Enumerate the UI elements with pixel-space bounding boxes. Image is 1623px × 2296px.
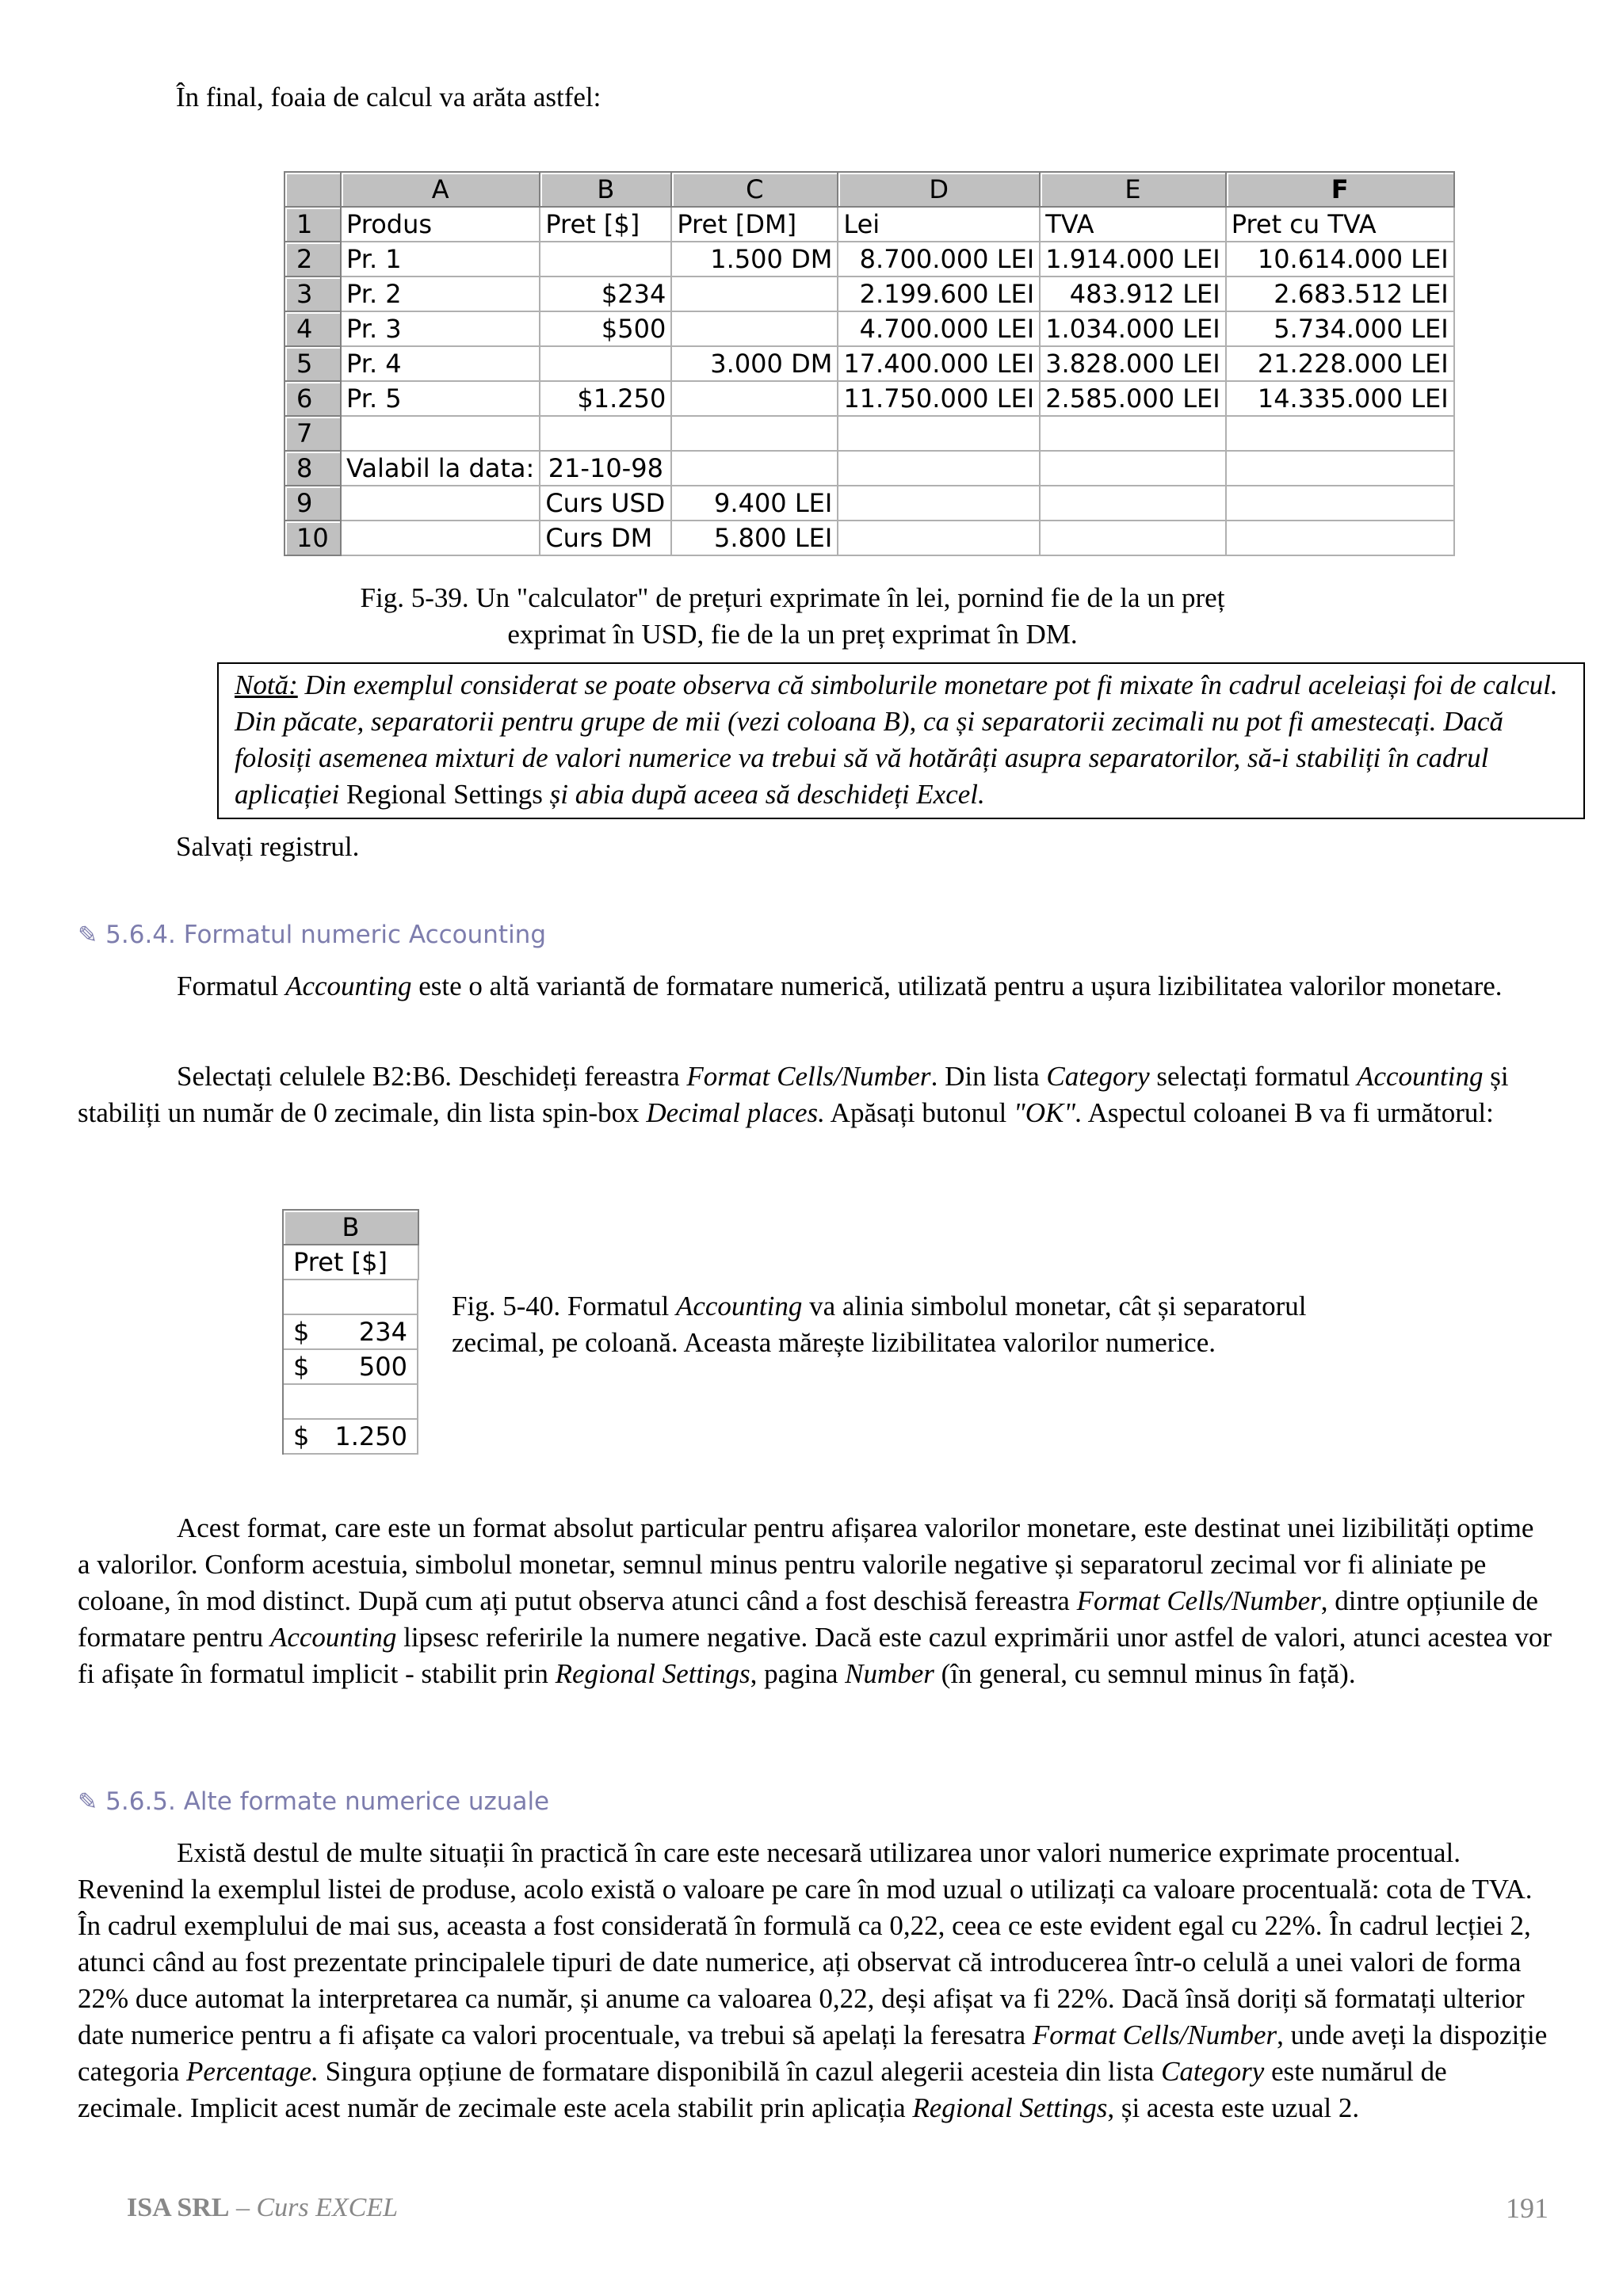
table-row	[285, 416, 1454, 451]
currency-symbol: $	[293, 1352, 310, 1382]
cell-c6[interactable]	[671, 381, 838, 416]
cell-a5[interactable]: Pr. 4	[341, 346, 540, 381]
cell-b4[interactable]: $500	[540, 311, 671, 346]
cell-c3[interactable]	[671, 277, 838, 311]
paragraph-accounting-details	[78, 1510, 1552, 1692]
column-header-b[interactable]: B	[540, 173, 671, 207]
cell-c8[interactable]	[671, 451, 838, 486]
spreadsheet-fig-5-40	[282, 1209, 419, 1455]
cell-b1[interactable]: Pret [$]	[540, 207, 671, 242]
text-run: este o altă variantă de formatare numerică, utilizată pentru a ușura lizibilitatea valorilor monetare.	[411, 971, 1503, 1001]
table-row	[284, 1385, 418, 1420]
text-run: Decimal places.	[646, 1097, 825, 1128]
cell-f1[interactable]: Pret cu TVA	[1226, 207, 1454, 242]
table-row	[285, 486, 1454, 521]
cell-f3[interactable]: 2.683.512 LEI	[1226, 277, 1454, 311]
row-header[interactable]: 5	[285, 346, 341, 381]
figure-caption-5-39	[238, 580, 1347, 653]
cell-d1[interactable]: Lei	[838, 207, 1040, 242]
accounting-cell[interactable]	[284, 1280, 418, 1315]
text-run: Singura opțiune de formatare disponibilă în cazul alegerii acesteia din lista	[318, 2056, 1162, 2087]
cell-f6[interactable]: 14.335.000 LEI	[1226, 381, 1454, 416]
text-run: Accounting	[675, 1291, 803, 1322]
text-run: , dintre opțiunile de formatare pentru	[78, 1585, 1538, 1653]
table-row	[284, 1315, 418, 1350]
note-text-2: și abia după aceea să deschideți Excel.	[542, 779, 985, 810]
column-header-b[interactable]: B	[284, 1211, 418, 1245]
text-run: selectați formatul	[1149, 1061, 1358, 1092]
cell-f8[interactable]	[1226, 451, 1454, 486]
intro-text: În final, foaia de calcul va arăta astfel:	[176, 82, 601, 113]
table-row	[285, 242, 1454, 277]
row-header[interactable]: 1	[285, 207, 341, 242]
cell-e9[interactable]	[1040, 486, 1226, 521]
cell-f5[interactable]: 21.228.000 LEI	[1226, 346, 1454, 381]
paragraph-accounting-steps	[78, 1058, 1552, 1131]
cell-c2[interactable]: 1.500 DM	[671, 242, 838, 277]
text-run: și stabiliți un număr de 0 zecimale, din lista spin-box	[78, 1061, 1509, 1128]
cell-a2[interactable]: Pr. 1	[341, 242, 540, 277]
note-box	[217, 662, 1585, 819]
cell-e6[interactable]: 2.585.000 LEI	[1040, 381, 1226, 416]
text-run: Există destul de multe situații în practică în care este necesară utilizarea unor valori numerice exprimate procentual. Revenind la exemplul listei de produse, acolo există o valoare pe care în mod uzual o utilizați ca valoare procentuală: cota de TVA. În cadrul exemplului de mai sus, aceasta a fost considerată în formulă ca 0,22, ceea ce este evident egal cu 22%. În cadrul lecției 2, atunci când au fost prezentate principalele tipuri de date numerice, ați observat că introducerea într-o celulă a unei valori de forma 22% duce automat la interpretarea ca număr, și anume ca valoarea 0,22, deși afișat va fi 22%. Dacă însă doriți să formatați ulterior date numerice pentru a fi afișate ca valori procentuale, va trebui să apelați la feresatra	[78, 1837, 1533, 2050]
text-run: Format Cells/Number	[1076, 1585, 1321, 1616]
cell-c4[interactable]	[671, 311, 838, 346]
cell-d4[interactable]: 4.700.000 LEI	[838, 311, 1040, 346]
text-run: Acest format, care este un format absolut particular pentru afișarea valorilor monetare, este destinat unei lizibilități optime a valorilor. Conform acestuia, simbolul monetar, semnul minus pentru valorile negative și separatorul zecimal vor fi aliniate pe coloane, în mod distinct. După cum ați putut observa atunci când a fost deschisă fereastra	[78, 1512, 1534, 1616]
footer-separator: –	[229, 2193, 257, 2222]
caption-line-1	[452, 1288, 1482, 1325]
row-header[interactable]: 8	[285, 451, 341, 486]
cell-e1[interactable]: TVA	[1040, 207, 1226, 242]
text-run: , unde aveți la dispoziție categoria	[78, 2019, 1548, 2087]
text-run: Aspectul coloanei B va fi următorul:	[1082, 1097, 1494, 1128]
table-row	[285, 381, 1454, 416]
cell-e7[interactable]	[1040, 416, 1226, 451]
footer-course: Curs EXCEL	[256, 2193, 399, 2222]
cell-f9[interactable]	[1226, 486, 1454, 521]
table-row	[285, 311, 1454, 346]
column-header-d[interactable]: D	[838, 173, 1040, 207]
cell-f2[interactable]: 10.614.000 LEI	[1226, 242, 1454, 277]
table-row	[285, 521, 1454, 555]
spreadsheet-table	[285, 173, 1455, 556]
cell-b9[interactable]: Curs USD	[540, 486, 671, 521]
currency-symbol: $	[293, 1317, 310, 1347]
text-run: Accounting	[1357, 1061, 1484, 1092]
table-row	[285, 346, 1454, 381]
cell-d3[interactable]: 2.199.600 LEI	[838, 277, 1040, 311]
cell-c5[interactable]: 3.000 DM	[671, 346, 838, 381]
cell-b5[interactable]	[540, 346, 671, 381]
text-run: Accounting	[269, 1622, 397, 1653]
spreadsheet-fig-5-39	[284, 171, 1455, 556]
text-run: , și acesta este uzual 2.	[1107, 2092, 1360, 2123]
cell-e5[interactable]: 3.828.000 LEI	[1040, 346, 1226, 381]
select-all-corner[interactable]	[285, 173, 341, 207]
cell-e2[interactable]: 1.914.000 LEI	[1040, 242, 1226, 277]
text-run: "OK".	[1014, 1097, 1083, 1128]
column-header-c[interactable]: C	[671, 173, 838, 207]
cell-header[interactable]: Pret [$]	[284, 1245, 418, 1280]
cell-d7[interactable]	[838, 416, 1040, 451]
cell-value: 1.250	[334, 1421, 407, 1451]
cell-b3[interactable]: $234	[540, 277, 671, 311]
text-run: Apăsați butonul	[824, 1097, 1014, 1128]
cell-b8[interactable]: 21-10-98	[540, 451, 671, 486]
cell-c9[interactable]: 9.400 LEI	[671, 486, 838, 521]
save-text: Salvați registrul.	[176, 831, 360, 862]
cell-a8[interactable]: Valabil la data:	[341, 451, 540, 486]
cell-e10[interactable]	[1040, 521, 1226, 555]
text-run: Regional Settings	[912, 2092, 1108, 2123]
cell-d9[interactable]	[838, 486, 1040, 521]
row-header[interactable]: 3	[285, 277, 341, 311]
cell-c1[interactable]: Pret [DM]	[671, 207, 838, 242]
cell-e8[interactable]	[1040, 451, 1226, 486]
cell-a3[interactable]: Pr. 2	[341, 277, 540, 311]
text-run: , pagina	[750, 1658, 846, 1689]
column-header-e[interactable]: E	[1040, 173, 1226, 207]
accounting-cell[interactable]	[284, 1315, 418, 1350]
accounting-cell[interactable]	[284, 1350, 418, 1385]
note-label: Notă:	[235, 669, 298, 700]
text-run: Accounting	[285, 971, 412, 1001]
cell-value: 234	[358, 1317, 407, 1347]
table-row	[285, 207, 1454, 242]
accounting-cell[interactable]	[284, 1385, 418, 1420]
text-run: Percentage.	[186, 2056, 319, 2087]
accounting-cell[interactable]	[284, 1420, 418, 1455]
text-run: Category	[1161, 2056, 1265, 2087]
table-row	[285, 451, 1454, 486]
paragraph-percentage	[78, 1835, 1552, 2126]
note-regional-settings: Regional Settings	[346, 779, 543, 810]
cell-e4[interactable]: 1.034.000 LEI	[1040, 311, 1226, 346]
text-run: va alinia simbolul monetar, cât și separatorul	[802, 1291, 1307, 1322]
cell-a1[interactable]: Produs	[341, 207, 540, 242]
section-heading-5-6-4	[78, 921, 546, 949]
row-header[interactable]: 2	[285, 242, 341, 277]
text-run: (în general, cu semnul minus în față).	[934, 1658, 1356, 1689]
cell-d8[interactable]	[838, 451, 1040, 486]
text-run: este numărul de zecimale. Implicit acest număr de zecimale este acela stabilit prin aplicația	[78, 2056, 1447, 2123]
row-header[interactable]: 6	[285, 381, 341, 416]
cell-f4[interactable]: 5.734.000 LEI	[1226, 311, 1454, 346]
text-run: Selectați celulele B2:B6. Deschideți fereastra	[177, 1061, 687, 1092]
cell-f10[interactable]	[1226, 521, 1454, 555]
paragraph-accounting-intro	[78, 968, 1552, 1005]
text-run: Number	[845, 1658, 934, 1689]
cell-e3[interactable]: 483.912 LEI	[1040, 277, 1226, 311]
cell-d10[interactable]	[838, 521, 1040, 555]
footer-brand	[127, 2193, 398, 2223]
cell-d2[interactable]: 8.700.000 LEI	[838, 242, 1040, 277]
text-run: Format Cells/Number	[1032, 2019, 1277, 2050]
cell-b2[interactable]	[540, 242, 671, 277]
text-run: Format Cells/Number	[686, 1061, 931, 1092]
accounting-table	[284, 1211, 419, 1455]
cell-a10[interactable]	[341, 521, 540, 555]
table-row	[285, 277, 1454, 311]
column-header-a[interactable]: A	[341, 173, 540, 207]
section-heading-5-6-5	[78, 1787, 549, 1816]
page-number: 191	[1506, 2192, 1549, 2224]
cell-a4[interactable]: Pr. 3	[341, 311, 540, 346]
row-header[interactable]: 9	[285, 486, 341, 521]
text-run: lipsesc referirile la numere negative. Dacă este cazul exprimării unor astfel de valori, atunci acestea vor fi afișate în formatul implicit - stabilit prin	[78, 1622, 1552, 1689]
text-run: . Din lista	[930, 1061, 1047, 1092]
cell-a6[interactable]: Pr. 5	[341, 381, 540, 416]
table-row	[284, 1350, 418, 1385]
cell-c10[interactable]: 5.800 LEI	[671, 521, 838, 555]
cell-b7[interactable]	[540, 416, 671, 451]
text-run: Formatul	[177, 971, 286, 1001]
cell-a9[interactable]	[341, 486, 540, 521]
cell-b6[interactable]: $1.250	[540, 381, 671, 416]
column-header-row	[285, 173, 1454, 207]
caption-line-2: exprimat în USD, fie de la un preț exprimat în DM.	[507, 619, 1078, 650]
row-header[interactable]: 10	[285, 521, 341, 555]
text-run: Fig. 5-40. Formatul	[452, 1291, 676, 1322]
section-title: 5.6.4. Formatul numeric Accounting	[105, 921, 547, 949]
column-header-f[interactable]: F	[1226, 173, 1454, 207]
text-run: Regional Settings	[555, 1658, 750, 1689]
figure-caption-5-40	[452, 1288, 1482, 1361]
cell-d5[interactable]: 17.400.000 LEI	[838, 346, 1040, 381]
section-title: 5.6.5. Alte formate numerice uzuale	[105, 1787, 550, 1816]
pencil-icon: ✎	[78, 921, 98, 949]
cell-b10[interactable]: Curs DM	[540, 521, 671, 555]
cell-value: 500	[358, 1352, 407, 1382]
caption-line-2: zecimal, pe coloană. Aceasta mărește lizibilitatea valorilor numerice.	[452, 1327, 1216, 1358]
table-row	[284, 1420, 418, 1455]
cell-f7[interactable]	[1226, 416, 1454, 451]
row-header[interactable]: 7	[285, 416, 341, 451]
footer-company: ISA SRL	[127, 2193, 230, 2222]
note-text-1: Din exemplul considerat se poate observa că simbolurile monetare pot fi mixate în cadrul aceleiași foi de calcul. Din păcate, separatorii pentru grupe de mii (vezi coloana B), ca și separatorii zecimali nu pot fi amestecați. Dacă folosiți asemenea mixturi de valori numerice va trebui să vă hotărâți asupra separatorilor, să-i stabiliți în cadrul aplicației	[235, 669, 1558, 810]
row-header[interactable]: 4	[285, 311, 341, 346]
caption-line-1: Fig. 5-39. Un "calculator" de prețuri exprimate în lei, pornind fie de la un preț	[360, 582, 1225, 613]
currency-symbol: $	[293, 1421, 310, 1451]
cell-a7[interactable]	[341, 416, 540, 451]
pencil-icon: ✎	[78, 1788, 98, 1816]
cell-d6[interactable]: 11.750.000 LEI	[838, 381, 1040, 416]
table-row	[284, 1280, 418, 1315]
cell-c7[interactable]	[671, 416, 838, 451]
text-run: Category	[1046, 1061, 1150, 1092]
